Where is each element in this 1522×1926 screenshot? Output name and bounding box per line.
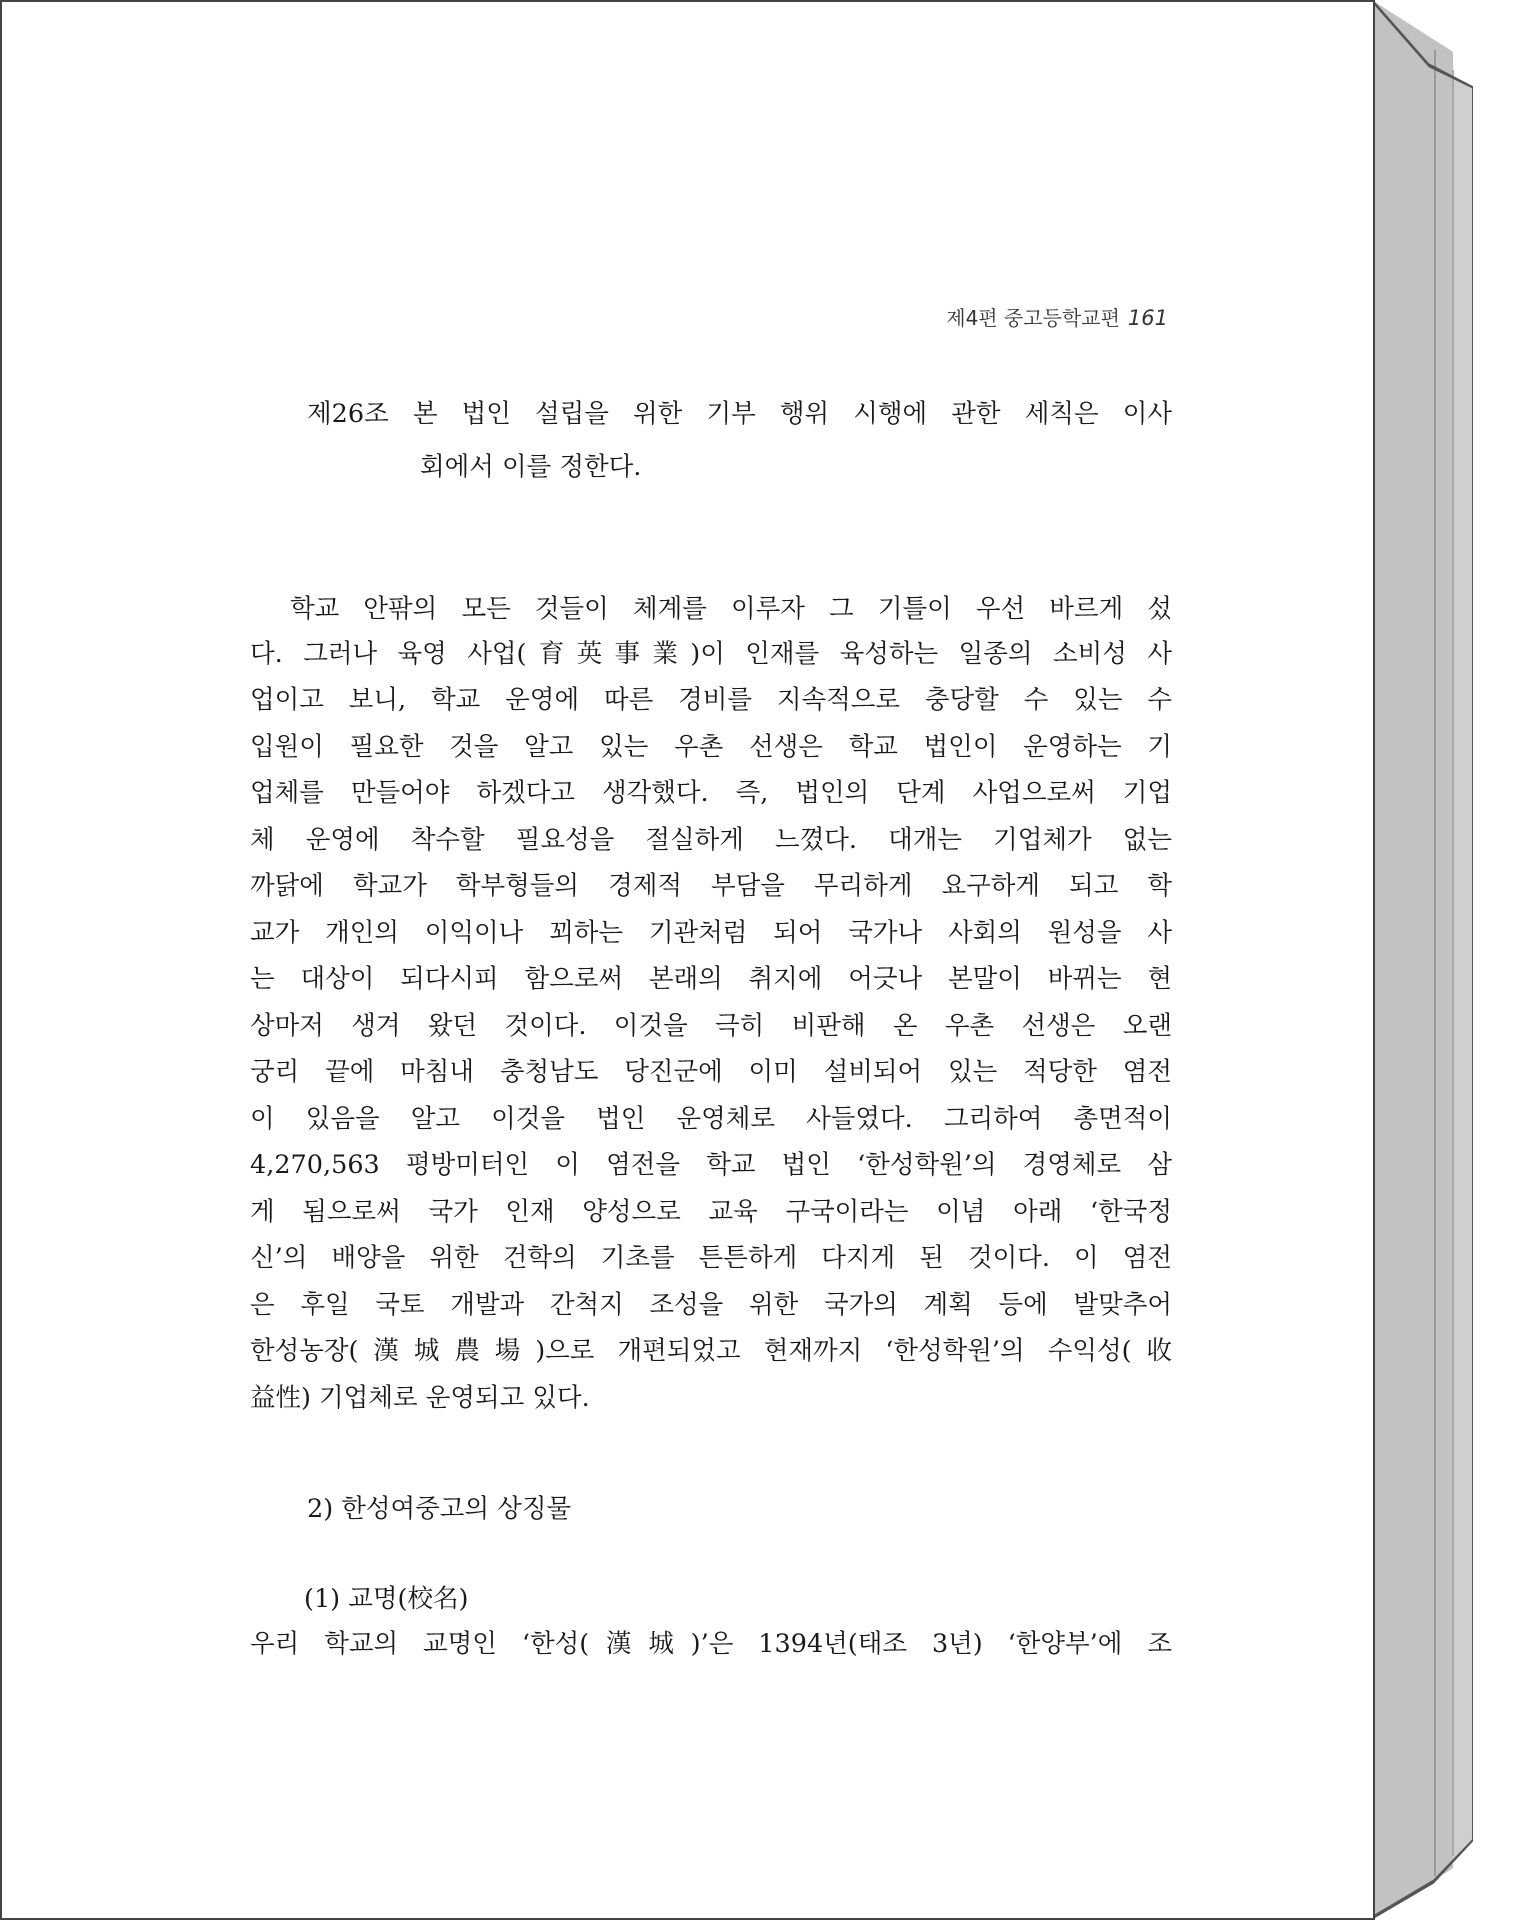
running-header — [946, 302, 1168, 331]
paragraph-line: 업이고 보니, 학교 운영에 따른 경비를 지속적으로 충당할 수 있는 수 — [250, 685, 1172, 715]
paragraph-line: 상마저 생겨 왔던 것이다. 이것을 극히 비판해 온 우촌 선생은 오랜 — [250, 1011, 1172, 1041]
paragraph-line: 4,270,563 평방미터인 이 염전을 학교 법인 ‘한성학원’의 경영체로 삼 — [250, 1150, 1172, 1180]
page-number: 161 — [1127, 306, 1168, 330]
paragraph-line: 체 운영에 착수할 필요성을 절실하게 느꼈다. 대개는 기업체가 없는 — [250, 825, 1172, 855]
paragraph-line: 다. 그러나 육영 사업(育英事業)이 인재를 육성하는 일종의 소비성 사 — [250, 639, 1172, 669]
paragraph-line: 이 있음을 알고 이것을 법인 운영체로 사들였다. 그리하여 총면적이 — [250, 1104, 1172, 1134]
page-stack-line — [1434, 50, 1436, 1876]
subsection-title: (1) 교명(校名) — [304, 1584, 469, 1614]
paragraph-line: 는 대상이 되다시피 함으로써 본래의 취지에 어긋나 본말이 바뀌는 현 — [250, 964, 1172, 994]
section-title: 2) 한성여중고의 상징물 — [307, 1494, 572, 1524]
article-line: 제26조 본 법인 설립을 위한 기부 행위 시행에 관한 세칙은 이사 — [307, 399, 1172, 429]
paragraph-line: 우리 학교의 교명인 ‘한성(漢城)’은 1394년(태조 3년) ‘한양부’에 조 — [250, 1629, 1172, 1659]
page-stack-edge-inner — [1375, 2, 1453, 1918]
page-stack-line — [1452, 70, 1454, 1856]
paragraph-line: 교가 개인의 이익이나 꾀하는 기관처럼 되어 국가나 사회의 원성을 사 — [250, 918, 1172, 948]
paragraph-line: 궁리 끝에 마침내 충청남도 당진군에 이미 설비되어 있는 적당한 염전 — [250, 1057, 1172, 1087]
paragraph-line: 까닭에 학교가 학부형들의 경제적 부담을 무리하게 요구하게 되고 학 — [250, 871, 1172, 901]
paragraph-line: 업체를 만들어야 하겠다고 생각했다. 즉, 법인의 단계 사업으로써 기업 — [250, 778, 1172, 808]
paragraph-line: 益性) 기업체로 운영되고 있다. — [250, 1383, 590, 1413]
paragraph-line: 학교 안팎의 모든 것들이 체계를 이루자 그 기틀이 우선 바르게 섰 — [290, 594, 1172, 624]
paragraph-line: 한성농장(漢城農場)으로 개편되었고 현재까지 ‘한성학원’의 수익성(收 — [250, 1336, 1172, 1366]
paragraph-line: 게 됨으로써 국가 인재 양성으로 교육 구국이라는 이념 아래 ‘한국정 — [250, 1197, 1172, 1227]
paragraph-line: 은 후일 국토 개발과 간척지 조성을 위한 국가의 계획 등에 발맞추어 — [250, 1290, 1172, 1320]
paragraph-line: 신’의 배양을 위한 건학의 기초를 튼튼하게 다지게 된 것이다. 이 염전 — [250, 1243, 1172, 1273]
paragraph-line: 입원이 필요한 것을 알고 있는 우촌 선생은 학교 법인이 운영하는 기 — [250, 732, 1172, 762]
header-title: 제4편 중고등학교편 — [946, 306, 1120, 330]
article-line: 회에서 이를 정한다. — [420, 452, 642, 482]
